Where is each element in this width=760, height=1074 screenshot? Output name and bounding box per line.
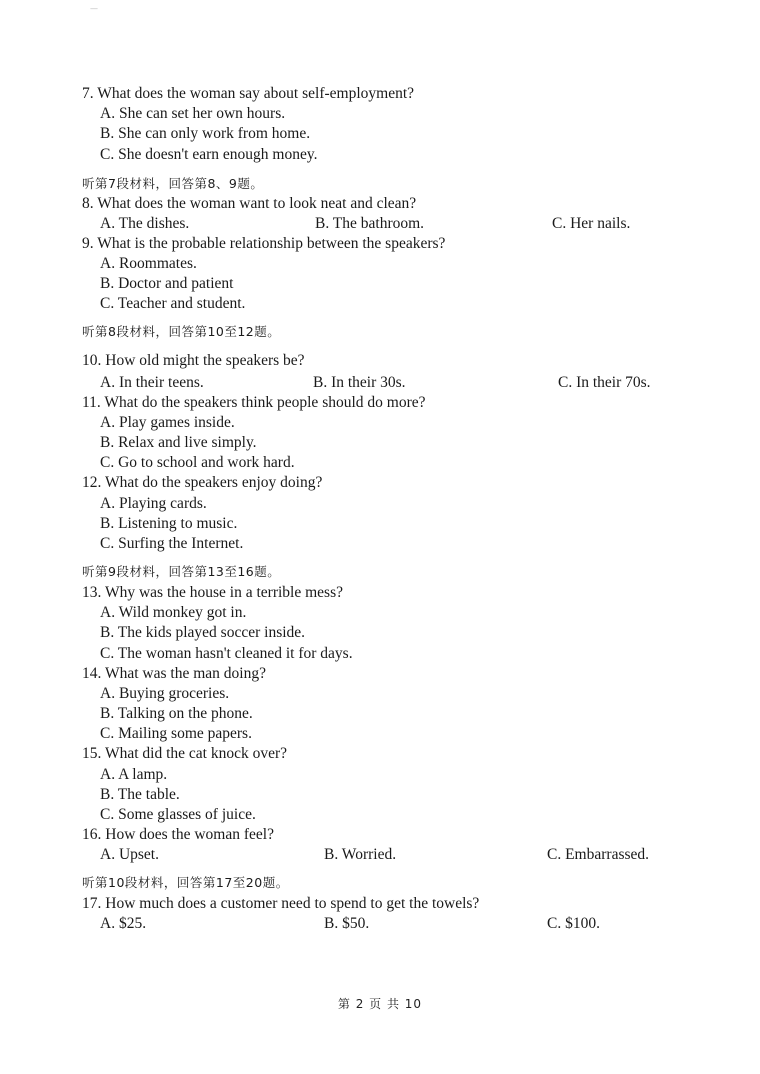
section-instruction-10: 听第10段材料，回答第17至20题。 — [82, 875, 289, 890]
question-9: 9. What is the probable relationship between the speakers? — [82, 235, 446, 252]
q10-option-b: B. In their 30s. — [313, 374, 406, 391]
q11-option-a: A. Play games inside. — [100, 414, 235, 431]
q9-option-c: C. Teacher and student. — [100, 295, 246, 312]
q14-option-c: C. Mailing some papers. — [100, 725, 252, 742]
section-instruction-9: 听第9段材料，回答第13至16题。 — [82, 564, 281, 579]
question-15: 15. What did the cat knock over? — [82, 745, 288, 762]
q10-option-a: A. In their teens. — [100, 374, 204, 391]
page-number-footer: 第 2 页 共 10 — [337, 997, 423, 1011]
q14-option-a: A. Buying groceries. — [100, 685, 230, 702]
q15-option-c: C. Some glasses of juice. — [100, 806, 256, 823]
section-instruction-7: 听第7段材料，回答第8、9题。 — [82, 176, 264, 191]
question-14: 14. What was the man doing? — [82, 665, 266, 682]
question-8: 8. What does the woman want to look neat and clean? — [82, 195, 417, 212]
question-12: 12. What do the speakers enjoy doing? — [82, 474, 323, 491]
question-10: 10. How old might the speakers be? — [82, 352, 305, 369]
q12-option-a: A. Playing cards. — [100, 495, 207, 512]
question-16: 16. How does the woman feel? — [82, 826, 274, 843]
q13-option-c: C. The woman hasn't cleaned it for days. — [100, 645, 353, 662]
question-17: 17. How much does a customer need to spend to get the towels? — [82, 895, 480, 912]
q12-option-b: B. Listening to music. — [100, 515, 238, 532]
corner-mark: — — [90, 4, 98, 13]
q17-option-a: A. $25. — [100, 915, 147, 932]
q17-option-b: B. $50. — [324, 915, 370, 932]
q13-option-a: A. Wild monkey got in. — [100, 604, 247, 621]
question-11: 11. What do the speakers think people should do more? — [82, 394, 426, 411]
q7-option-c: C. She doesn't earn enough money. — [100, 146, 318, 163]
q7-option-b: B. She can only work from home. — [100, 125, 311, 142]
q14-option-b: B. Talking on the phone. — [100, 705, 253, 722]
q16-option-c: C. Embarrassed. — [547, 846, 650, 863]
q13-option-b: B. The kids played soccer inside. — [100, 624, 306, 641]
q8-option-a: A. The dishes. — [100, 215, 190, 232]
q15-option-a: A. A lamp. — [100, 766, 168, 783]
q16-option-b: B. Worried. — [324, 846, 397, 863]
q17-option-c: C. $100. — [547, 915, 600, 932]
section-instruction-8: 听第8段材料，回答第10至12题。 — [82, 324, 281, 339]
q9-option-a: A. Roommates. — [100, 255, 197, 272]
question-13: 13. Why was the house in a terrible mess? — [82, 584, 343, 601]
q16-option-a: A. Upset. — [100, 846, 159, 863]
q7-option-a: A. She can set her own hours. — [100, 105, 286, 122]
q12-option-c: C. Surfing the Internet. — [100, 535, 244, 552]
q15-option-b: B. The table. — [100, 786, 180, 803]
q10-option-c: C. In their 70s. — [558, 374, 651, 391]
question-7: 7. What does the woman say about self-employment? — [82, 85, 415, 102]
q11-option-c: C. Go to school and work hard. — [100, 454, 295, 471]
q8-option-b: B. The bathroom. — [315, 215, 425, 232]
q9-option-b: B. Doctor and patient — [100, 275, 234, 292]
q8-option-c: C. Her nails. — [552, 215, 631, 232]
q11-option-b: B. Relax and live simply. — [100, 434, 257, 451]
